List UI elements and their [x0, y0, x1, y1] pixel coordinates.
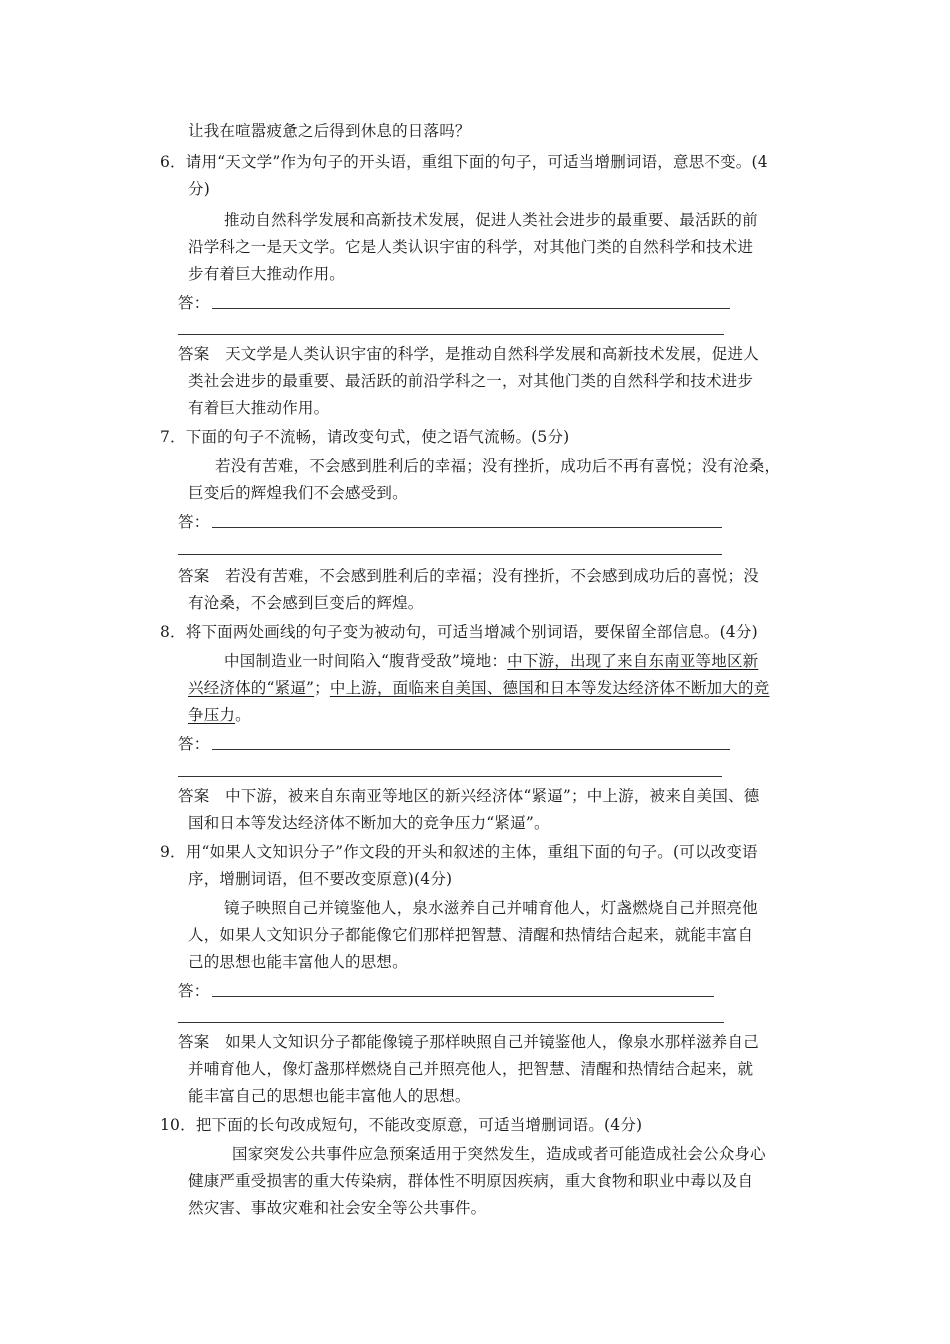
answer-key: 能丰富自己的思想也能丰富他人的思想。 [188, 1087, 471, 1105]
answer-key: 有着巨大推动作用。 [188, 399, 330, 417]
question-6-prompt: 6．请用“天文学”作为句子的开头语，重组下面的句子，可适当增删词语，意思不变。(4 [160, 153, 768, 171]
passage-text: ； [314, 679, 330, 697]
answer-label: 答： [178, 982, 210, 1000]
underlined-sentence: 中下游，出现了来自东南亚等地区新 [507, 652, 759, 670]
answer-label: 答： [178, 294, 210, 312]
answer-blank-line[interactable] [212, 749, 730, 750]
answer-key: 并哺育他人，像灯盏那样燃烧自己并照亮他人，把智慧、清醒和热情结合起来，就 [188, 1060, 754, 1078]
question-8-passage [188, 704, 251, 726]
question-7-prompt: 7．下面的句子不流畅，请改变句式，使之语气流畅。(5分) [160, 428, 570, 446]
answer-label: 答： [178, 735, 210, 753]
answer-blank-line[interactable] [178, 776, 722, 777]
question-8-passage [224, 650, 758, 672]
answer-key: 答案 如果人文知识分子都能像镜子那样映照自己并镜鉴他人，像泉水那样滋养自己 [178, 1033, 759, 1051]
answer-key: 答案 天文学是人类认识宇宙的科学，是推动自然科学发展和高新技术发展，促进人 [178, 345, 759, 363]
question-9-prompt: 9．用“如果人文知识分子”作文段的开头和叙述的主体，重组下面的句子。(可以改变语 [160, 843, 758, 861]
question-9-passage: 镜子映照自己并镜鉴他人，泉水滋养自己并哺育他人，灯盏燃烧自己并照亮他 [224, 899, 758, 917]
answer-key: 答案 若没有苦难，不会感到胜利后的幸福；没有挫折，不会感到成功后的喜悦；没 [178, 567, 759, 585]
answer-blank-line[interactable] [178, 1022, 724, 1023]
passage-text: 中国制造业一时间陷入“腹背受敌”境地： [224, 652, 508, 670]
underlined-sentence: 中上游，面临来自美国、德国和日本等发达经济体不断加大的竞 [329, 679, 770, 697]
passage-text: 。 [235, 706, 251, 724]
answer-key: 类社会进步的最重要、最活跃的前沿学科之一，对其他门类的自然科学和技术进步 [188, 372, 754, 390]
question-9-passage: 己的思想也能丰富他人的思想。 [188, 953, 408, 971]
question-6-prompt-cont: 分) [188, 180, 210, 198]
answer-blank-line[interactable] [178, 554, 722, 555]
question-7-passage: 巨变后的辉煌我们不会感受到。 [188, 484, 408, 502]
question-9-passage: 人，如果人文知识分子都能像它们那样把智慧、清醒和热情结合起来，就能丰富自 [188, 926, 754, 944]
passage-line: 让我在喧嚣疲惫之后得到休息的日落吗？ [188, 122, 471, 140]
question-6-passage: 推动自然科学发展和高新技术发展，促进人类社会进步的最重要、最活跃的前 [224, 211, 758, 229]
answer-label: 答： [178, 513, 210, 531]
question-8-passage [188, 677, 769, 699]
question-6-passage: 沿学科之一是天文学。它是人类认识宇宙的科学，对其他门类的自然科学和技术进 [188, 238, 754, 256]
question-10-prompt: 10．把下面的长句改成短句，不能改变原意，可适当增删词语。(4分) [160, 1116, 643, 1134]
question-9-prompt-cont: 序，增删词语，但不要改变原意)(4分) [188, 870, 453, 888]
question-10-passage: 健康严重受损害的重大传染病，群体性不明原因疾病，重大食物和职业中毒以及自 [188, 1172, 754, 1190]
underlined-sentence: 兴经济体的“紧逼” [188, 679, 315, 697]
answer-blank-line[interactable] [212, 527, 722, 528]
answer-blank-line[interactable] [212, 308, 730, 309]
question-10-passage: 然灾害、事故灾难和社会安全等公共事件。 [188, 1199, 487, 1217]
question-8-prompt: 8．将下面两处画线的句子变为被动句，可适当增减个别词语，要保留全部信息。(4分) [160, 623, 758, 641]
answer-key: 答案 中下游，被来自东南亚等地区的新兴经济体“紧逼”；中上游，被来自美国、德 [178, 787, 760, 805]
question-7-passage: 若没有苦难，不会感到胜利后的幸福；没有挫折，成功后不再有喜悦；没有沧桑， [215, 457, 781, 475]
question-6-passage: 步有着巨大推动作用。 [188, 265, 346, 283]
underlined-sentence: 争压力 [188, 706, 236, 724]
answer-blank-line[interactable] [178, 334, 724, 335]
question-10-passage: 国家突发公共事件应急预案适用于突然发生，造成或者可能造成社会公众身心 [232, 1145, 766, 1163]
answer-key: 国和日本等发达经济体不断加大的竞争压力“紧逼”。 [188, 814, 550, 832]
answer-blank-line[interactable] [212, 996, 714, 997]
answer-key: 有沧桑，不会感到巨变后的辉煌。 [188, 594, 424, 612]
